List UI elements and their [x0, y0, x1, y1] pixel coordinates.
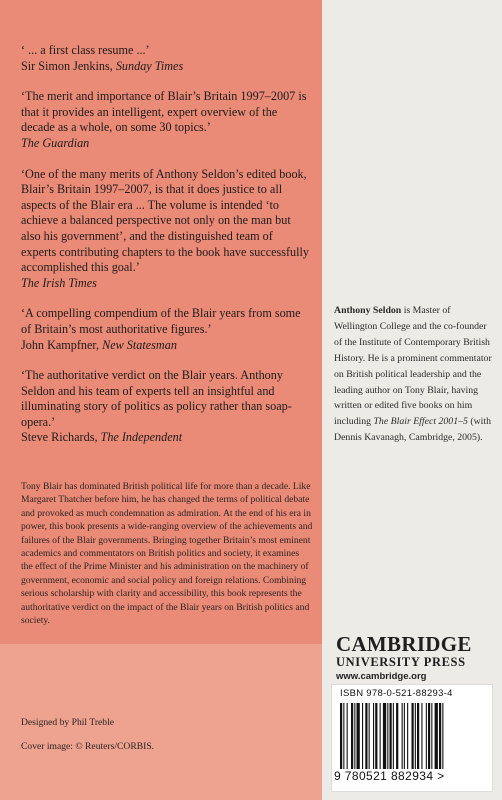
barcode-digits: 9 780521 882934 >: [334, 769, 445, 783]
barcode-panel: [331, 684, 493, 792]
author-name: Anthony Seldon: [334, 305, 402, 316]
bio-text: is Master of Wellington College and the co-founder of the Institute of Contemporary British History. He is a prominent commentator on British political leadership and the leading author on Tony Blair, having written or edited five books on him including: [334, 305, 492, 428]
barcode-stripe: [407, 703, 408, 769]
barcode-stripe: [343, 703, 344, 769]
quote-source-publication: New Statesman: [102, 337, 177, 352]
review-quote-5: [21, 368, 311, 446]
quote-source: [21, 430, 311, 446]
review-quote-4: [21, 306, 311, 353]
barcode-stripe: [351, 703, 353, 769]
barcode-stripe: [347, 703, 348, 769]
barcode-stripe: [428, 703, 430, 769]
author-bio: [334, 303, 494, 446]
barcode-stripe: [387, 703, 388, 769]
publisher-logo-line1: CAMBRIDGE: [336, 632, 472, 656]
quote-source-publication: The Irish Times: [21, 275, 97, 290]
cover-image-credit: Cover image: © Reuters/CORBIS.: [21, 741, 155, 752]
barcode-stripe: [373, 703, 374, 769]
barcode-stripe: [396, 703, 398, 769]
quote-text: ‘The merit and importance of Blair’s Britain 1997–2007 is that it provides an intelligent, expert overview of the decade as a whole, on some 30 topics.’: [21, 89, 307, 135]
quote-source-publication: Sunday Times: [115, 58, 184, 73]
publisher-url[interactable]: www.cambridge.org: [336, 671, 427, 682]
quote-source-publication: The Guardian: [21, 135, 90, 150]
barcode-stripe: [421, 703, 422, 769]
barcode-stripe: [439, 703, 441, 769]
quote-text: ‘ ... a first class resume ...’: [21, 43, 150, 57]
quote-text: ‘The authoritative verdict on the Blair years. Anthony Seldon and his team of experts tell an insightful and illuminating story of politics as policy rather than soap-opera.’: [21, 368, 292, 429]
bio-book-title: The Blair Effect 2001–5: [373, 416, 468, 428]
barcode-stripe: [380, 703, 381, 769]
barcode-stripe: [340, 703, 342, 769]
publisher-logo-line2: UNIVERSITY PRESS: [336, 655, 466, 669]
barcode-stripe: [354, 703, 355, 769]
quote-source: [21, 136, 311, 152]
barcode-icon: [340, 703, 484, 769]
quote-source-publication: The Independent: [100, 430, 183, 445]
barcode-stripe: [435, 703, 438, 769]
quote-source-name: Steve Richards,: [21, 430, 101, 445]
designer-credit: Designed by Phil Treble: [21, 717, 115, 728]
bio-text-end: (with Dennis Kavanagh, Cambridge, 2005).: [334, 416, 492, 444]
review-quotes: [21, 43, 311, 461]
quote-text: ‘A compelling compendium of the Blair years from some of Britain’s most authoritative figures.’: [21, 306, 301, 336]
quote-source: [21, 276, 311, 292]
barcode-stripe: [369, 703, 370, 769]
barcode-stripe: [357, 703, 360, 769]
quote-text: ‘One of the many merits of Anthony Seldon’s edited book, Blair’s Britain 1997–2007, is that it does justice to all aspects of the Blair era ... The volume is intended ‘to achieve a balanced perspective not only on the man but also his government’, and the distinguished team of experts contributing chapters to the book have successfully accomplished this goal.’: [21, 166, 310, 275]
review-quote-1: [21, 43, 311, 74]
barcode-stripe: [365, 703, 367, 769]
barcode-stripe: [426, 703, 427, 769]
cover-credits: [21, 716, 154, 753]
isbn-label: ISBN 978-0-521-88293-4: [340, 688, 453, 699]
barcode-stripe: [390, 703, 392, 769]
barcode-stripe: [431, 703, 432, 769]
book-description: Tony Blair has dominated British political life for more than a decade. Like Margaret Thatcher before him, he has changed the terms of political debate and provoked as much condemnation as admiration. At the end of his era in power, this book presents a wide-ranging overview of the achievements and failures of the Blair governments. Bringing together Britain’s most eminent academics and commentators on British politics and society, it examines the effect of the Prime Minister and his administration on the machinery of government, economic and social policy and foreign relations. Combining serious scholarship with clarity and accessibility, this book represents the authoritative verdict on the impact of the Blair years on British politics and society.: [21, 481, 313, 627]
barcode-stripe: [415, 703, 416, 769]
quote-source: [21, 59, 311, 75]
barcode-stripe: [412, 703, 414, 769]
review-quote-3: [21, 167, 311, 292]
review-quote-2: [21, 89, 311, 151]
barcode-stripe: [383, 703, 386, 769]
barcode-stripe: [402, 703, 403, 769]
quote-source: [21, 338, 311, 354]
quote-source-name: John Kampfner,: [21, 337, 103, 352]
barcode-stripe: [442, 703, 443, 769]
barcode-stripe: [404, 703, 405, 769]
barcode-stripe: [393, 703, 394, 769]
quote-source-name: Sir Simon Jenkins,: [21, 58, 116, 73]
barcode-stripe: [362, 703, 363, 769]
barcode-stripe: [375, 703, 377, 769]
barcode-stripe: [417, 703, 419, 769]
